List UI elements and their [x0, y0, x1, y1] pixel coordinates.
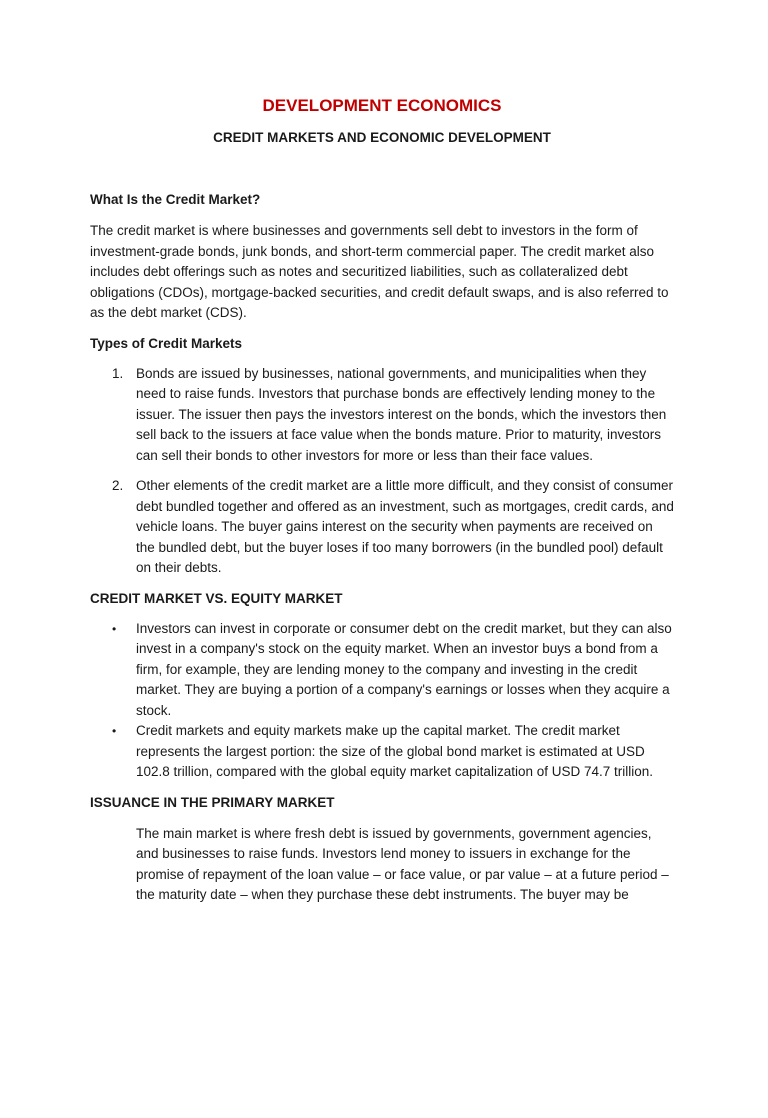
- list-item-text: Other elements of the credit market are a little more difficult, and they consist of consumer debt bundled together and offered as an investment, such as mortgages, credit cards, and vehicle loans. The buyer gains interest on the security when payments are received on the bundled debt, but the buyer loses if too many borrowers (in the bundled pool) default on their debts.: [136, 478, 674, 575]
- bullet-icon: •: [112, 621, 117, 636]
- section-heading-credit-vs-equity: CREDIT MARKET VS. EQUITY MARKET: [90, 590, 343, 606]
- list-item-number: 1.: [112, 365, 124, 381]
- types-numbered-list: [90, 364, 674, 579]
- paragraph-issuance-primary-market: The main market is where fresh debt is issued by governments, government agencies, and businesses to raise funds. Investors lend money to issuers in exchange for the promise of repayment of the loan value – or face value, or par value – at a future period – the maturity date – when they purchase these debt instruments. The buyer may be: [136, 825, 669, 902]
- section-heading-types-of-credit-markets: Types of Credit Markets: [90, 335, 243, 351]
- list-item: [90, 619, 674, 722]
- list-item-text: Investors can invest in corporate or consumer debt on the credit market, but they can also invest in a company's stock on the equity market. When an investor buys a bond from a firm, for example, they are lending money to the company and investing in the credit market. They are buying a portion of a company's earnings or losses when they acquire a stock.: [136, 620, 672, 718]
- list-item-text: Bonds are issued by businesses, national governments, and municipalities when they need to raise funds. Investors that purchase bonds are effectively lending money to the issuer. The issuer then pays the investors interest on the bonds, which the investors then sell back to the issuers at face value when the bonds mature. Prior to maturity, investors can sell their bonds to other investors for more or less than their face values.: [136, 365, 667, 463]
- paragraph-what-is-credit-market: The credit market is where businesses and governments sell debt to investors in the form of investment-grade bonds, junk bonds, and short-term commercial paper. The credit market also includes debt offerings such as notes and securitized liabilities, such as collateralized debt obligations (CDOs), mortgage-backed securities, and credit default swaps, and is also referred to as the debt market (CDS).: [90, 223, 669, 320]
- section-heading-issuance-primary-market: ISSUANCE IN THE PRIMARY MARKET: [90, 794, 335, 810]
- section-heading-what-is-credit-market: What Is the Credit Market?: [90, 192, 261, 207]
- list-item: [90, 364, 674, 467]
- list-item: [90, 721, 674, 783]
- document-subtitle: CREDIT MARKETS AND ECONOMIC DEVELOPMENT: [213, 130, 551, 145]
- credit-vs-equity-bullet-list: [90, 619, 674, 783]
- document-title: DEVELOPMENT ECONOMICS: [262, 96, 502, 115]
- document-page: [0, 94, 768, 1118]
- list-item-text: Credit markets and equity markets make up the capital market. The credit market represents the largest portion: the size of the global bond market is estimated at USD 102.8 trillion, compared with the global equity market capitalization of USD 74.7 trillion.: [136, 723, 654, 779]
- list-item: [90, 476, 674, 579]
- bullet-icon: •: [112, 724, 117, 738]
- list-item-number: 2.: [112, 478, 124, 493]
